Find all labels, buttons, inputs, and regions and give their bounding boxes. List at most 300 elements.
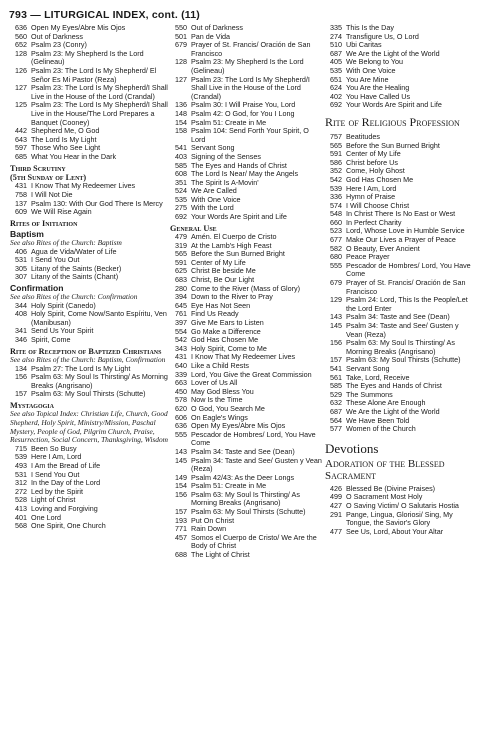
hymn-number: 501 (175, 31, 187, 41)
index-entry-list (10, 365, 168, 399)
hymn-title: We Are the Light of the World (346, 48, 440, 58)
index-entry-list (325, 24, 475, 110)
hymn-title: Psalm 130: With Our God There Is Mercy (31, 198, 163, 208)
hymn-number: 406 (15, 246, 27, 256)
index-entry[interactable] (170, 534, 322, 551)
hymn-number: 529 (330, 389, 342, 399)
hymn-title: Take, Lord, Receive (346, 372, 410, 382)
hymn-number: 531 (15, 255, 27, 265)
hymn-title: In Perfect Charity (346, 217, 402, 227)
hymn-number: 477 (330, 526, 342, 536)
hymn-number: 125 (15, 100, 27, 110)
index-entry[interactable] (10, 153, 168, 162)
index-entry-list (10, 24, 168, 162)
hymn-number: 560 (15, 31, 27, 41)
hymn-number: 291 (330, 509, 342, 519)
index-entry[interactable] (325, 511, 475, 528)
hymn-title: Litany of the Saints (Becker) (31, 263, 122, 273)
index-entry[interactable] (10, 390, 168, 399)
hymn-title: Center of My Life (346, 149, 401, 159)
hymn-title: Center of My Life (191, 257, 246, 267)
hymn-title: Now Is the Time (191, 395, 243, 405)
hymn-title: O God, You Search Me (191, 403, 265, 413)
hymn-number: 645 (175, 300, 187, 310)
hymn-title: Give Me Ears to Listen (191, 318, 264, 327)
hymn-number: 156 (175, 489, 187, 499)
index-entry[interactable] (10, 67, 168, 84)
hymn-title: Psalm 23: My Shepherd Is the Lord (Gelineau) (191, 57, 304, 75)
hymn-title: Led by the Spirit (31, 486, 83, 496)
hymn-number: 149 (175, 472, 187, 482)
hymn-number: 341 (15, 326, 27, 336)
hymn-number: 319 (175, 240, 187, 250)
hymn-number: 307 (15, 272, 27, 282)
hymn-title: Psalm 51: Create in Me (191, 481, 267, 491)
index-column-1 (10, 24, 168, 531)
hymn-title: Servant Song (191, 143, 235, 153)
hymn-number: 450 (175, 386, 187, 396)
hymn-number: 523 (330, 226, 342, 236)
hymn-title: Somos el Cuerpo de Cristo/ We Are the Body of Christ (191, 532, 317, 551)
hymn-number: 457 (175, 532, 187, 542)
hymn-title: Send Us Your Spirit (31, 326, 94, 336)
hymn-number: 156 (330, 338, 342, 348)
hymn-number: 663 (175, 378, 187, 388)
index-entry-list (10, 445, 168, 531)
see-also-note: See also Rites of the Church: Baptism (10, 238, 122, 248)
hymn-title: I Know That My Redeemer Lives (31, 181, 136, 191)
hymn-number: 524 (175, 186, 187, 196)
hymn-title: Psalm 27: The Lord Is My Light (31, 363, 131, 373)
hymn-title: God Has Chosen Me (346, 174, 414, 184)
hymn-title: Psalm 23: The Lord Is My Shepherd/ El Señor Es Mi Pastor (Reza) (31, 65, 157, 84)
hymn-title: Pescador de Hombres/ Lord, You Have Come (346, 260, 471, 279)
page-header (9, 9, 200, 21)
hymn-number: 148 (175, 108, 187, 118)
section-title: Third Scrutiny (10, 163, 66, 173)
index-entry[interactable] (325, 262, 475, 279)
hymn-number: 134 (15, 363, 27, 373)
hymn-title: This Is the Day (346, 23, 394, 32)
hymn-title: Transfigure Us, O Lord (346, 31, 419, 41)
hymn-number: 597 (15, 143, 27, 153)
hymn-title: Rain Down (191, 524, 227, 534)
hymn-number: 568 (15, 521, 27, 531)
hymn-title: Psalm 34: Taste and See/ Gusten y Vean (Reza) (346, 321, 459, 339)
hymn-number: 685 (15, 151, 27, 161)
hymn-number: 157 (15, 389, 27, 399)
hymn-title: Psalm 30: I Will Praise You, Lord (191, 100, 296, 110)
index-entry[interactable] (170, 213, 322, 222)
hymn-title: Christ Be beside Me (191, 266, 256, 276)
section-mystagogia: Mystagogia (10, 401, 54, 410)
hymn-title: The Eyes and Hands of Christ (346, 381, 442, 391)
hymn-title: Litany of the Saints (Chant) (31, 272, 119, 282)
see-also-note: See also Rites of the Church: Baptism, Confirmation (10, 355, 166, 365)
hymn-title: With the Lord (191, 203, 234, 213)
hymn-number: 408 (15, 309, 27, 319)
hymn-title: Christ before Us (346, 157, 398, 167)
hymn-number: 137 (15, 198, 27, 208)
hymn-number: 336 (330, 192, 342, 202)
hymn-number: 127 (15, 83, 27, 93)
page-number: 793 (9, 9, 28, 21)
index-entry[interactable] (325, 101, 475, 110)
hymn-title: Psalm 63: My Soul Thirsts (Schutte) (346, 355, 461, 365)
hymn-number: 548 (330, 209, 342, 219)
hymn-title: Loving and Forgiving (31, 503, 98, 513)
hymn-title: At the Lamb's High Feast (191, 240, 272, 250)
hymn-title: I Am the Bread of Life (31, 460, 101, 470)
hymn-number: 555 (175, 429, 187, 439)
index-column-2 (170, 24, 322, 560)
hymn-number: 427 (330, 500, 342, 510)
hymn-title: Psalm 23 (Conry) (31, 40, 87, 50)
hymn-number: 275 (175, 203, 187, 213)
hymn-number: 679 (175, 40, 187, 50)
hymn-title: I Will Choose Christ (346, 200, 410, 210)
hymn-title: Blessed Be (Divine Praises) (346, 483, 436, 493)
hymn-title: In Christ There Is No East or West (346, 209, 456, 219)
hymn-number: 431 (15, 181, 27, 191)
hymn-number: 761 (175, 309, 187, 319)
hymn-number: 531 (15, 469, 27, 479)
hymn-number: 608 (175, 169, 187, 179)
index-entry[interactable] (325, 425, 475, 434)
hymn-number: 401 (15, 512, 27, 522)
hymn-title: Here I Am, Lord (31, 452, 82, 462)
hymn-title: Women of the Church (346, 424, 416, 434)
hymn-number: 561 (330, 372, 342, 382)
hymn-number: 771 (175, 524, 187, 534)
index-entry[interactable] (10, 101, 168, 127)
index-entry[interactable] (325, 296, 475, 313)
index-entry[interactable] (170, 491, 322, 508)
hymn-title: I Will Not Die (31, 189, 73, 199)
hymn-number: 632 (330, 398, 342, 408)
hymn-title: Your Words Are Spirit and Life (191, 212, 287, 222)
index-entry[interactable] (10, 84, 168, 101)
index-entry[interactable] (170, 457, 322, 474)
hymn-number: 157 (175, 507, 187, 517)
hymn-title: The Summons (346, 389, 393, 399)
index-entry[interactable] (170, 551, 322, 560)
hymn-number: 620 (175, 403, 187, 413)
hymn-number: 128 (15, 48, 27, 58)
hymn-title: Go Make a Difference (191, 326, 261, 336)
hymn-title: God Has Chosen Me (191, 335, 259, 345)
hymn-title: O Beauty, Ever Ancient (346, 243, 420, 253)
hymn-number: 565 (175, 249, 187, 259)
hymn-title: Psalm 23: The Lord Is My Shepherd/I Shall Live in the House of the Lord (Crandal) (191, 74, 310, 101)
hymn-number: 193 (175, 515, 187, 525)
hymn-number: 554 (175, 326, 187, 336)
hymn-title: Beatitudes (346, 131, 380, 141)
hymn-number: 128 (175, 57, 187, 67)
hymn-title: Psalm 34: Taste and See (Dean) (191, 446, 295, 456)
hymn-number: 680 (330, 252, 342, 262)
hymn-number: 145 (175, 455, 187, 465)
hymn-number: 555 (330, 260, 342, 270)
index-entry[interactable] (325, 339, 475, 356)
hymn-number: 154 (175, 481, 187, 491)
hymn-title: O Saving Victim/ O Salutaris Hostia (346, 500, 459, 510)
hymn-title: You Are the Healing (346, 83, 410, 93)
hymn-number: 154 (175, 117, 187, 127)
hymn-title: Holy Spirit, Come Now/Santo Espíritu, Ven (Manibusan) (31, 309, 167, 327)
hymn-title: Pescador de Hombres/ Lord, You Have Come (191, 429, 316, 448)
index-entry[interactable] (10, 373, 168, 390)
hymn-number: 651 (330, 74, 342, 84)
hymn-number: 136 (175, 100, 187, 110)
hymn-title: Open My Eyes/Abre Mis Ojos (31, 23, 126, 32)
hymn-number: 351 (175, 177, 187, 187)
index-entry[interactable] (170, 127, 322, 144)
index-entry-list (170, 233, 322, 560)
index-entry-list (325, 133, 475, 434)
hymn-number: 397 (175, 318, 187, 327)
index-entry[interactable] (325, 279, 475, 296)
hymn-number: 609 (15, 207, 27, 217)
hymn-number: 535 (330, 65, 342, 75)
index-entry-list (10, 302, 168, 345)
hymn-number: 564 (330, 415, 342, 425)
index-entry[interactable] (10, 50, 168, 67)
section-subtitle: (5th Sunday of Lent) (10, 172, 87, 182)
hymn-number: 577 (330, 424, 342, 434)
hymn-title: Prayer of St. Francis/ Oración de San Francisco (346, 278, 466, 296)
hymn-title: Peace Prayer (346, 252, 390, 262)
hymn-title: We Belong to You (346, 57, 404, 67)
hymn-title: Before the Sun Burned Bright (346, 140, 440, 150)
hymn-number: 335 (330, 23, 342, 32)
hymn-title: We Are Called (191, 186, 237, 196)
hymn-number: 312 (15, 478, 27, 488)
index-entry[interactable] (10, 310, 168, 327)
hymn-number: 402 (330, 91, 342, 101)
hymn-number: 591 (330, 149, 342, 159)
hymn-title: You Are Mine (346, 74, 389, 84)
hymn-number: 757 (330, 131, 342, 141)
hymn-title: Psalm 63: My Soul Thirsts (Schutte) (31, 389, 146, 399)
hymn-number: 143 (330, 312, 342, 322)
index-entry[interactable] (325, 322, 475, 339)
hymn-number: 539 (330, 183, 342, 193)
hymn-number: 687 (330, 406, 342, 416)
hymn-number: 565 (330, 140, 342, 150)
hymn-title: Psalm 63: My Soul Is Thirsting/ As Morning Breaks (Angrisano) (346, 338, 455, 356)
index-entry[interactable] (325, 528, 475, 537)
index-entry-list (170, 24, 322, 222)
hymn-number: 582 (330, 243, 342, 253)
hymn-title: Spirit, Come (31, 335, 71, 345)
hymn-title: See Us, Lord, About Your Altar (346, 526, 444, 536)
hymn-number: 578 (175, 395, 187, 405)
hymn-title: With One Voice (191, 194, 241, 204)
hymn-number: 652 (15, 40, 27, 50)
index-column-3 (325, 24, 475, 536)
hymn-title: Pan de Vida (191, 31, 231, 41)
hymn-title: Here I Am, Lord (346, 183, 397, 193)
hymn-number: 499 (330, 492, 342, 502)
hymn-number: 272 (15, 486, 27, 496)
hymn-title: The Eyes and Hands of Christ (191, 160, 287, 170)
hymn-number: 343 (175, 343, 187, 353)
hymn-title: Come, Holy Ghost (346, 166, 405, 176)
hymn-number: 403 (175, 151, 187, 161)
index-entry[interactable] (10, 522, 168, 531)
hymn-number: 528 (15, 495, 27, 505)
hymn-title: We Have Been Told (346, 415, 410, 425)
hymn-number: 591 (175, 257, 187, 267)
hymn-title: With One Voice (346, 65, 396, 75)
hymn-number: 346 (15, 335, 27, 345)
hymn-number: 145 (330, 321, 342, 330)
hymn-title: The Lord Is Near/ May the Angels (191, 169, 299, 179)
hymn-title: On Eagle's Wings (191, 412, 248, 422)
hymn-title: Holy Spirit (Canedo) (31, 300, 96, 310)
hymn-title: The Spirit Is A-Movin' (191, 177, 259, 187)
subsection-confirmation: Confirmation (10, 283, 64, 294)
hymn-title: Psalm 104: Send Forth Your Spirit, O Lord (191, 126, 309, 144)
hymn-number: 758 (15, 189, 27, 199)
hymn-title: Psalm 63: My Soul Is Thirsting/ As Morning Breaks (Angrisano) (31, 372, 168, 390)
hymn-number: 541 (330, 363, 342, 373)
hymn-title: Eye Has Not Seen (191, 300, 251, 310)
see-also-note: See also Topical Index: Christian Life, Church, Good Shepherd, Holy Spirit, Ministry/Mission, Paschal Mystery, People of God, Pilgrim Church, Praise, Resurrection, Social Concern, Thanksgiving, Wisdom (10, 409, 168, 445)
hymn-number: 643 (15, 134, 27, 144)
section-third-scrutiny (10, 164, 168, 183)
hymn-title: Been So Busy (31, 443, 77, 453)
hymn-number: 692 (330, 100, 342, 110)
hymn-number: 542 (175, 335, 187, 345)
hymn-number: 143 (175, 446, 187, 456)
hymn-number: 542 (330, 174, 342, 184)
hymn-number: 688 (175, 550, 187, 560)
index-entry[interactable] (170, 431, 322, 448)
hymn-title: Make Our Lives a Prayer of Peace (346, 235, 456, 245)
section-general-use: General Use (170, 223, 217, 233)
hymn-title: Christ, Be Our Light (191, 275, 255, 285)
index-entry[interactable] (170, 41, 322, 58)
hymn-title: Agua de Vida/Water of Life (31, 246, 117, 256)
hymn-title: One Lord (31, 512, 61, 522)
section-devotions: Devotions (325, 440, 379, 456)
hymn-number: 636 (175, 421, 187, 431)
hymn-number: 126 (15, 65, 27, 75)
hymn-number: 339 (175, 369, 187, 379)
hymn-number: 352 (330, 166, 342, 176)
hymn-title: The Lord Is My Light (31, 134, 97, 144)
hymn-title: Psalm 23: The Lord Is My Shepherd/I Shall Live in the House/The Lord Prepares a Banquet (Cooney) (31, 100, 168, 127)
hymn-title: Hymn of Praise (346, 192, 396, 202)
section-rite-of-religious-profession: Rite of Religious Profession (325, 114, 460, 129)
see-also-note: See also Rites of the Church: Confirmation (10, 292, 138, 302)
hymn-number: 687 (330, 48, 342, 58)
hymn-number: 493 (15, 460, 27, 470)
hymn-title: Light of Christ (31, 495, 76, 505)
hymn-title: Before the Sun Burned Bright (191, 249, 285, 259)
hymn-number: 405 (330, 57, 342, 67)
hymn-title: I Send You Out (31, 469, 80, 479)
hymn-number: 586 (330, 157, 342, 167)
hymn-number: 426 (330, 483, 342, 493)
hymn-number: 127 (175, 74, 187, 84)
hymn-number: 677 (330, 235, 342, 245)
hymn-number: 431 (175, 352, 187, 362)
hymn-title: Ubi Caritas (346, 40, 382, 50)
hymn-title: One Spirit, One Church (31, 521, 106, 531)
hymn-number: 585 (330, 381, 342, 391)
hymn-title: Open My Eyes/Abre Mis Ojos (191, 421, 286, 431)
hymn-number: 683 (175, 275, 187, 285)
hymn-title: Like a Child Rests (191, 360, 249, 370)
hymn-number: 550 (175, 23, 187, 32)
subsection-adoration: Adoration of the Blessed Sacrament (325, 457, 445, 482)
hymn-title: Psalm 34: Taste and See/ Gusten y Vean (Reza) (191, 455, 322, 474)
subsection-baptism: Baptism (10, 229, 44, 240)
hymn-number: 274 (330, 31, 342, 41)
hymn-number: 606 (175, 412, 187, 422)
hymn-number: 157 (330, 355, 342, 365)
hymn-number: 636 (15, 23, 27, 32)
hymn-title: These Alone Are Enough (346, 398, 426, 408)
hymn-title: Psalm 42/43: As the Deer Longs (191, 472, 295, 482)
hymn-title: In the Day of the Lord (31, 478, 101, 488)
hymn-number: 625 (175, 266, 187, 276)
index-entry-list (325, 485, 475, 537)
hymn-number: 574 (330, 200, 342, 210)
hymn-title: Psalm 51: Create in Me (191, 117, 267, 127)
index-entry[interactable] (170, 58, 322, 75)
hymn-title: Servant Song (346, 363, 390, 373)
index-entry-list (10, 248, 168, 282)
index-entry[interactable] (10, 336, 168, 345)
hymn-number: 660 (330, 217, 342, 227)
index-entry[interactable] (10, 273, 168, 282)
hymn-title: Out of Darkness (191, 23, 243, 32)
hymn-title: Those Who See Light (31, 143, 101, 153)
hymn-title: May God Bless You (191, 386, 254, 396)
hymn-number: 305 (15, 263, 27, 273)
page-title: — LITURGICAL INDEX, cont. (11) (30, 9, 200, 21)
hymn-title: Lord, Whose Love in Humble Service (346, 226, 465, 236)
hymn-title: Holy Spirit, Come to Me (191, 343, 267, 353)
hymn-title: I Send You Out (31, 255, 80, 265)
hymn-number: 624 (330, 83, 342, 93)
hymn-number: 640 (175, 360, 187, 370)
hymn-title: Your Words Are Spirit and Life (346, 100, 442, 110)
hymn-title: Prayer of St. Francis/ Oración de San Francisco (191, 40, 311, 58)
section-rites-of-initiation: Rites of Initiation (10, 218, 78, 228)
hymn-title: Psalm 23: The Lord Is My Shepherd/I Shall Live in the House of the Lord (Crandal) (31, 83, 168, 101)
index-entry[interactable] (10, 208, 168, 217)
hymn-title: Signing of the Senses (191, 151, 261, 161)
hymn-number: 715 (15, 443, 27, 453)
hymn-number: 158 (175, 126, 187, 136)
hymn-title: Psalm 24: Lord, This Is the People/Let the Lord Enter (346, 295, 468, 313)
hymn-number: 541 (175, 143, 187, 153)
hymn-number: 156 (15, 372, 27, 382)
hymn-title: Amén. El Cuerpo de Cristo (191, 232, 277, 242)
hymn-title: Lover of Us All (191, 378, 238, 388)
hymn-title: Down to the River to Pray (191, 292, 273, 302)
hymn-title: Psalm 42: O God, for You I Long (191, 108, 295, 118)
index-entry[interactable] (170, 76, 322, 102)
hymn-number: 535 (175, 194, 187, 204)
hymn-number: 692 (175, 212, 187, 222)
hymn-title: Lord, You Give the Great Commission (191, 369, 312, 379)
